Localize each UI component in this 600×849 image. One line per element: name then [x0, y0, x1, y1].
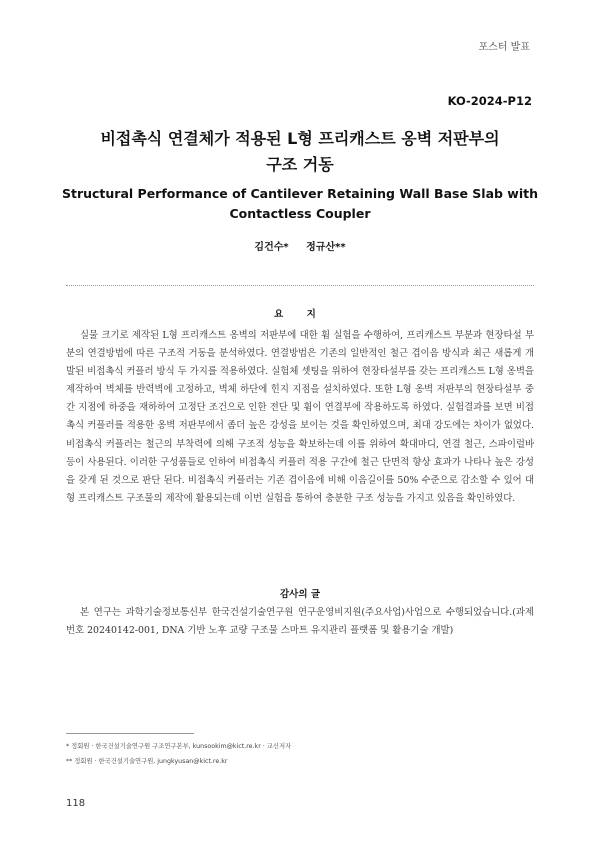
section-category: 포스터 발표 — [478, 42, 530, 53]
footnote-author1: * 정회원 · 한국건설기술연구원 구조연구본부, kunsookim@kict.re.kr · 교신저자 — [66, 743, 292, 750]
english-title — [60, 184, 540, 224]
footnote-author2: ** 정회원 · 한국건설기술연구원, jungkyusan@kict.re.kr — [66, 758, 228, 765]
author-list — [60, 238, 540, 253]
acknowledgement-heading: 감사의 글 — [279, 589, 320, 600]
abstract-body: 실물 크기로 제작된 L형 프리캐스트 옹벽의 저판부에 대한 휨 실험을 수행하여, 프리캐스트 부분과 현장타설 부분의 연결방법에 따른 구조적 거동을 분석하였다. 연결방법은 기존의 일반적인 철근 겹이음 방식과 최근 새롭게 개발된 비접촉식 커플러 방식 두 가지를 적용하였다. 실험체 셋팅을 위하여 현장타설부를 갖는 프리캐스트 L형 옹벽을 제작하여 벽체를 반력벽에 고정하고, 벽체 하단에 힌지 지점을 설치하였다. 또한 L형 옹벽 저판부의 현장타설부 중간 지점에 하중을 재하하여 고정단 조건으로 인한 전단 및 휨이 연결부에 작용하도록 하였다. 실험결과를 보면 비접촉식 커플러를 적용한 옹벽 저판부에서 좀더 높은 강성을 보이는 것을 확인하였으며, 최대 강도에는 차이가 없었다. 비접촉식 커플러는 철근의 부착력에 의해 구조적 성능을 확보하는데 이를 위하여 확대마디, 연결 철근, 스파이럴바 등이 사용된다. 이러한 구성품들로 인하여 비접촉식 커플러 적용 구간에 철근 단면적 향상 효과가 나타나 높은 강성을 갖게 된 것으로 판단 된다. 비접촉식 커플러는 기존 겹이음에 비해 이음길이를 50% 수준으로 감소할 수 있어 대형 프리캐스트 구조물의 제작에 활용되는데 이번 실험을 통하여 충분한 구조 성능을 가지고 있음을 확인하였다. — [66, 330, 534, 504]
author-2: 정규산** — [306, 242, 346, 253]
abstract-heading: 요 지 — [274, 309, 326, 320]
author-1: 김건수* — [254, 242, 289, 253]
paper-id: KO-2024-P12 — [447, 94, 532, 108]
korean-title-line2: 구조 거동 — [266, 155, 334, 174]
english-title-line1: Structural Performance of Cantilever Retaining Wall Base Slab with — [61, 186, 539, 201]
korean-title — [60, 126, 540, 178]
acknowledgement-body: 본 연구는 과학기술정보통신부 한국건설기술연구원 연구운영비지원(주요사업)사업으로 수행되었습니다.(과제번호 20240142-001, DNA 기반 노후 교량 구조물 스마트 유지관리 플랫폼 및 활용기술 개발) — [66, 607, 534, 637]
korean-title-line1: 비접촉식 연결체가 적용된 L형 프리캐스트 옹벽 저판부의 — [100, 129, 500, 148]
dotted-divider — [66, 285, 534, 286]
english-title-line2: Contactless Coupler — [229, 206, 371, 221]
footnote-divider — [66, 733, 194, 734]
page-number: 118 — [66, 798, 86, 809]
